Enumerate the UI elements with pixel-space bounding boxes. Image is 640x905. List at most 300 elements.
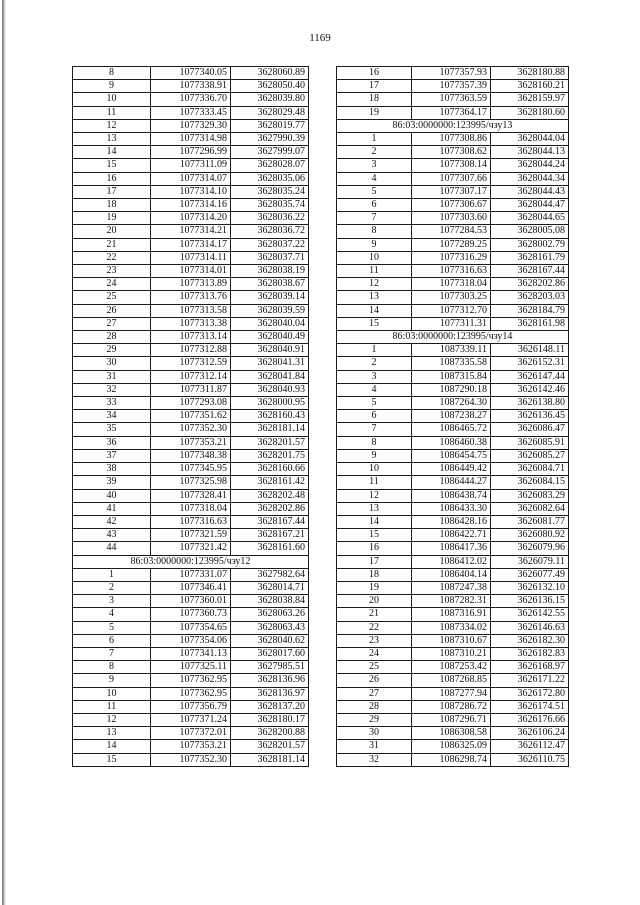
x-coordinate: 1077313.14 (151, 331, 231, 344)
point-number: 7 (73, 647, 151, 660)
x-coordinate: 1086325.09 (412, 740, 491, 753)
x-coordinate: 1077311.09 (151, 159, 231, 172)
point-number: 10 (73, 93, 151, 106)
table-row (337, 304, 569, 317)
coordinates-table-left (72, 66, 309, 767)
x-coordinate: 1077362.95 (151, 674, 231, 687)
y-coordinate: 3626136.15 (491, 595, 569, 608)
x-coordinate: 1077325.11 (151, 661, 231, 674)
x-coordinate: 1077303.25 (412, 291, 491, 304)
point-number: 2 (337, 357, 412, 370)
y-coordinate: 3627999.07 (231, 146, 309, 159)
table-row (73, 357, 309, 370)
table-row (337, 212, 569, 225)
section-header-row (337, 119, 569, 132)
y-coordinate: 3628038.19 (231, 265, 309, 278)
x-coordinate: 1077353.21 (151, 740, 231, 753)
point-number: 19 (337, 581, 412, 594)
table-row (73, 661, 309, 674)
y-coordinate: 3628019.77 (231, 119, 309, 132)
x-coordinate: 1077314.98 (151, 133, 231, 146)
table-row (73, 423, 309, 436)
y-coordinate: 3628181.14 (231, 753, 309, 766)
x-coordinate: 1086404.14 (412, 568, 491, 581)
table-row (337, 317, 569, 330)
x-coordinate: 1077313.58 (151, 304, 231, 317)
x-coordinate: 1077311.87 (151, 383, 231, 396)
y-coordinate: 3628050.40 (231, 80, 309, 93)
x-coordinate: 1077307.66 (412, 172, 491, 185)
point-number: 12 (73, 713, 151, 726)
table-row (337, 225, 569, 238)
table-row (337, 634, 569, 647)
point-number: 6 (73, 634, 151, 647)
point-number: 31 (337, 740, 412, 753)
table-row (337, 93, 569, 106)
table-row (73, 529, 309, 542)
x-coordinate: 1077316.63 (412, 265, 491, 278)
scan-edge-shadow (2, 0, 6, 905)
point-number: 2 (337, 146, 412, 159)
y-coordinate: 3626083.29 (491, 489, 569, 502)
y-coordinate: 3628159.97 (491, 93, 569, 106)
table-row (337, 80, 569, 93)
point-number: 28 (73, 331, 151, 344)
x-coordinate: 1087247.38 (412, 581, 491, 594)
table-row (73, 410, 309, 423)
point-number: 38 (73, 463, 151, 476)
point-number: 26 (73, 304, 151, 317)
x-coordinate: 1077313.76 (151, 291, 231, 304)
y-coordinate: 3626174.51 (491, 700, 569, 713)
table-row (73, 634, 309, 647)
x-coordinate: 1086417.36 (412, 542, 491, 555)
x-coordinate: 1077308.62 (412, 146, 491, 159)
table-row (73, 331, 309, 344)
x-coordinate: 1086465.72 (412, 423, 491, 436)
table-row (337, 291, 569, 304)
table-row (337, 133, 569, 146)
point-number: 29 (337, 713, 412, 726)
x-coordinate: 1077356.79 (151, 700, 231, 713)
x-coordinate: 1077314.07 (151, 172, 231, 185)
point-number: 17 (337, 555, 412, 568)
y-coordinate: 3626146.63 (491, 621, 569, 634)
x-coordinate: 1077303.60 (412, 212, 491, 225)
y-coordinate: 3626152.31 (491, 357, 569, 370)
table-row (73, 106, 309, 119)
table-row (337, 185, 569, 198)
point-number: 27 (73, 317, 151, 330)
table-row (73, 436, 309, 449)
table-row (337, 463, 569, 476)
x-coordinate: 1077314.21 (151, 225, 231, 238)
table-row (337, 238, 569, 251)
table-row (337, 265, 569, 278)
y-coordinate: 3626182.30 (491, 634, 569, 647)
table-row (337, 397, 569, 410)
table-row (337, 410, 569, 423)
table-row (73, 238, 309, 251)
x-coordinate: 1077354.65 (151, 621, 231, 634)
y-coordinate: 3627982.64 (231, 568, 309, 581)
point-number: 19 (73, 212, 151, 225)
point-number: 41 (73, 502, 151, 515)
table-row (337, 515, 569, 528)
table-row (73, 383, 309, 396)
point-number: 25 (73, 291, 151, 304)
table-row (73, 225, 309, 238)
point-number: 31 (73, 370, 151, 383)
point-number: 23 (337, 634, 412, 647)
x-coordinate: 1077340.05 (151, 67, 231, 80)
x-coordinate: 1077331.07 (151, 568, 231, 581)
x-coordinate: 1077307.17 (412, 185, 491, 198)
y-coordinate: 3628037.71 (231, 251, 309, 264)
x-coordinate: 1086444.27 (412, 476, 491, 489)
table-row (73, 119, 309, 132)
point-number: 5 (337, 185, 412, 198)
section-cadastral-number: 86:03:0000000:123995/чзу13 (337, 119, 569, 132)
x-coordinate: 1077360.01 (151, 595, 231, 608)
table-row (73, 159, 309, 172)
y-coordinate: 3628180.88 (491, 67, 569, 80)
y-coordinate: 3628028.07 (231, 159, 309, 172)
y-coordinate: 3628039.80 (231, 93, 309, 106)
point-number: 16 (337, 542, 412, 555)
x-coordinate: 1077314.10 (151, 185, 231, 198)
y-coordinate: 3626136.45 (491, 410, 569, 423)
point-number: 30 (73, 357, 151, 370)
y-coordinate: 3628137.20 (231, 700, 309, 713)
x-coordinate: 1077289.25 (412, 238, 491, 251)
x-coordinate: 1086298.74 (412, 753, 491, 766)
point-number: 9 (337, 238, 412, 251)
y-coordinate: 3628044.13 (491, 146, 569, 159)
table-row (337, 674, 569, 687)
table-row (73, 647, 309, 660)
section-header-row (337, 331, 569, 344)
section-cadastral-number: 86:03:0000000:123995/чзу12 (73, 555, 309, 568)
point-number: 17 (73, 185, 151, 198)
x-coordinate: 1077314.17 (151, 238, 231, 251)
y-coordinate: 3628060.89 (231, 67, 309, 80)
point-number: 12 (337, 489, 412, 502)
x-coordinate: 1086454.75 (412, 449, 491, 462)
y-coordinate: 3628161.98 (491, 317, 569, 330)
table-row (337, 740, 569, 753)
y-coordinate: 3628035.24 (231, 185, 309, 198)
point-number: 8 (73, 67, 151, 80)
point-number: 5 (73, 621, 151, 634)
y-coordinate: 3628201.75 (231, 449, 309, 462)
x-coordinate: 1077284.53 (412, 225, 491, 238)
table-row (73, 80, 309, 93)
table-row (337, 568, 569, 581)
table-row (73, 93, 309, 106)
table-row (73, 304, 309, 317)
x-coordinate: 1077328.41 (151, 489, 231, 502)
x-coordinate: 1087339.11 (412, 344, 491, 357)
x-coordinate: 1077314.11 (151, 251, 231, 264)
y-coordinate: 3626080.92 (491, 529, 569, 542)
x-coordinate: 1087316.91 (412, 608, 491, 621)
point-number: 14 (73, 740, 151, 753)
y-coordinate: 3626142.55 (491, 608, 569, 621)
table-row (73, 542, 309, 555)
y-coordinate: 3628200.88 (231, 727, 309, 740)
y-coordinate: 3626084.15 (491, 476, 569, 489)
y-coordinate: 3628037.22 (231, 238, 309, 251)
point-number: 36 (73, 436, 151, 449)
y-coordinate: 3626148.11 (491, 344, 569, 357)
x-coordinate: 1077362.95 (151, 687, 231, 700)
table-row (337, 199, 569, 212)
point-number: 3 (337, 159, 412, 172)
y-coordinate: 3628040.49 (231, 331, 309, 344)
y-coordinate: 3628039.59 (231, 304, 309, 317)
table-row (73, 489, 309, 502)
x-coordinate: 1087334.02 (412, 621, 491, 634)
x-coordinate: 1077314.20 (151, 212, 231, 225)
y-coordinate: 3626085.27 (491, 449, 569, 462)
point-number: 42 (73, 515, 151, 528)
table-row (337, 67, 569, 80)
x-coordinate: 1077306.67 (412, 199, 491, 212)
x-coordinate: 1087296.71 (412, 713, 491, 726)
point-number: 9 (73, 674, 151, 687)
table-row (73, 674, 309, 687)
table-row (73, 265, 309, 278)
y-coordinate: 3627985.51 (231, 661, 309, 674)
x-coordinate: 1077325.98 (151, 476, 231, 489)
table-row (73, 397, 309, 410)
point-number: 2 (73, 581, 151, 594)
table-row (73, 687, 309, 700)
y-coordinate: 3628180.17 (231, 713, 309, 726)
y-coordinate: 3626079.11 (491, 555, 569, 568)
y-coordinate: 3626106.24 (491, 727, 569, 740)
point-number: 12 (337, 278, 412, 291)
y-coordinate: 3628161.79 (491, 251, 569, 264)
point-number: 10 (337, 251, 412, 264)
table-row (73, 740, 309, 753)
point-number: 1 (337, 344, 412, 357)
point-number: 22 (337, 621, 412, 634)
table-row (73, 67, 309, 80)
point-number: 8 (337, 225, 412, 238)
x-coordinate: 1086433.30 (412, 502, 491, 515)
point-number: 14 (73, 146, 151, 159)
point-number: 6 (337, 199, 412, 212)
y-coordinate: 3628136.97 (231, 687, 309, 700)
x-coordinate: 1077312.59 (151, 357, 231, 370)
y-coordinate: 3628160.66 (231, 463, 309, 476)
point-number: 21 (73, 238, 151, 251)
y-coordinate: 3628036.72 (231, 225, 309, 238)
point-number: 3 (73, 595, 151, 608)
point-number: 43 (73, 529, 151, 542)
y-coordinate: 3628040.04 (231, 317, 309, 330)
table-row (73, 317, 309, 330)
y-coordinate: 3628161.42 (231, 476, 309, 489)
x-coordinate: 1077345.95 (151, 463, 231, 476)
x-coordinate: 1087253.42 (412, 661, 491, 674)
x-coordinate: 1077338.91 (151, 80, 231, 93)
x-coordinate: 1077346.41 (151, 581, 231, 594)
table-row (73, 463, 309, 476)
x-coordinate: 1087310.67 (412, 634, 491, 647)
y-coordinate: 3628202.86 (491, 278, 569, 291)
table-row (73, 700, 309, 713)
page-number: 1169 (309, 32, 331, 44)
point-number: 12 (73, 119, 151, 132)
point-number: 24 (73, 278, 151, 291)
point-number: 26 (337, 674, 412, 687)
y-coordinate: 3628044.47 (491, 199, 569, 212)
table-row (337, 383, 569, 396)
x-coordinate: 1077313.89 (151, 278, 231, 291)
x-coordinate: 1087310.21 (412, 647, 491, 660)
y-coordinate: 3628044.43 (491, 185, 569, 198)
table-row (337, 621, 569, 634)
point-number: 11 (337, 476, 412, 489)
table-row (337, 449, 569, 462)
y-coordinate: 3628044.65 (491, 212, 569, 225)
y-coordinate: 3628180.60 (491, 106, 569, 119)
table-row (337, 357, 569, 370)
y-coordinate: 3626077.49 (491, 568, 569, 581)
point-number: 18 (337, 93, 412, 106)
x-coordinate: 1087290.18 (412, 383, 491, 396)
x-coordinate: 1087282.31 (412, 595, 491, 608)
table-row (73, 727, 309, 740)
point-number: 28 (337, 700, 412, 713)
x-coordinate: 1077363.59 (412, 93, 491, 106)
x-coordinate: 1086308.58 (412, 727, 491, 740)
x-coordinate: 1077318.04 (151, 502, 231, 515)
table-row (337, 489, 569, 502)
x-coordinate: 1077352.30 (151, 423, 231, 436)
table-row (73, 621, 309, 634)
x-coordinate: 1087264.30 (412, 397, 491, 410)
table-row (73, 581, 309, 594)
section-header-row (73, 555, 309, 568)
point-number: 23 (73, 265, 151, 278)
table-row (73, 251, 309, 264)
x-coordinate: 1077353.21 (151, 436, 231, 449)
y-coordinate: 3628038.67 (231, 278, 309, 291)
point-number: 15 (337, 529, 412, 542)
table-row (73, 199, 309, 212)
y-coordinate: 3628040.93 (231, 383, 309, 396)
x-coordinate: 1077357.39 (412, 80, 491, 93)
y-coordinate: 3628184.79 (491, 304, 569, 317)
table-row (73, 146, 309, 159)
y-coordinate: 3628160.21 (491, 80, 569, 93)
table-row (337, 542, 569, 555)
table-row (73, 502, 309, 515)
x-coordinate: 1077341.13 (151, 647, 231, 660)
point-number: 18 (337, 568, 412, 581)
table-row (73, 278, 309, 291)
x-coordinate: 1077316.63 (151, 515, 231, 528)
table-row (337, 172, 569, 185)
point-number: 8 (73, 661, 151, 674)
table-row (73, 172, 309, 185)
y-coordinate: 3626168.97 (491, 661, 569, 674)
y-coordinate: 3626085.91 (491, 436, 569, 449)
x-coordinate: 1077336.70 (151, 93, 231, 106)
y-coordinate: 3628063.43 (231, 621, 309, 634)
point-number: 15 (73, 753, 151, 766)
table-row (73, 212, 309, 225)
table-row (337, 661, 569, 674)
point-number: 13 (337, 291, 412, 304)
x-coordinate: 1087335.58 (412, 357, 491, 370)
point-number: 11 (73, 700, 151, 713)
point-number: 13 (73, 727, 151, 740)
x-coordinate: 1077312.14 (151, 370, 231, 383)
point-number: 1 (337, 133, 412, 146)
point-number: 10 (73, 687, 151, 700)
y-coordinate: 3628041.31 (231, 357, 309, 370)
y-coordinate: 3628035.06 (231, 172, 309, 185)
table-row (337, 727, 569, 740)
table-row (337, 529, 569, 542)
x-coordinate: 1077308.86 (412, 133, 491, 146)
y-coordinate: 3627990.39 (231, 133, 309, 146)
y-coordinate: 3628039.14 (231, 291, 309, 304)
x-coordinate: 1087286.72 (412, 700, 491, 713)
y-coordinate: 3628201.57 (231, 436, 309, 449)
table-row (337, 502, 569, 515)
y-coordinate: 3628161.60 (231, 542, 309, 555)
y-coordinate: 3628181.14 (231, 423, 309, 436)
y-coordinate: 3626142.46 (491, 383, 569, 396)
table-row (337, 278, 569, 291)
table-row (73, 753, 309, 766)
point-number: 14 (337, 515, 412, 528)
table-row (337, 159, 569, 172)
x-coordinate: 1087238.27 (412, 410, 491, 423)
y-coordinate: 3628014.71 (231, 581, 309, 594)
x-coordinate: 1086428.16 (412, 515, 491, 528)
point-number: 9 (73, 80, 151, 93)
y-coordinate: 3626110.75 (491, 753, 569, 766)
y-coordinate: 3626082.64 (491, 502, 569, 515)
y-coordinate: 3628005.08 (491, 225, 569, 238)
point-number: 29 (73, 344, 151, 357)
x-coordinate: 1086460.38 (412, 436, 491, 449)
point-number: 13 (73, 133, 151, 146)
y-coordinate: 3626079.96 (491, 542, 569, 555)
table-row (337, 753, 569, 766)
table-row (73, 608, 309, 621)
y-coordinate: 3628063.26 (231, 608, 309, 621)
y-coordinate: 3628000.95 (231, 397, 309, 410)
table-row (337, 251, 569, 264)
x-coordinate: 1086422.71 (412, 529, 491, 542)
y-coordinate: 3626138.80 (491, 397, 569, 410)
x-coordinate: 1086438.74 (412, 489, 491, 502)
x-coordinate: 1087315.84 (412, 370, 491, 383)
point-number: 7 (337, 423, 412, 436)
point-number: 33 (73, 397, 151, 410)
point-number: 34 (73, 410, 151, 423)
point-number: 44 (73, 542, 151, 555)
point-number: 35 (73, 423, 151, 436)
